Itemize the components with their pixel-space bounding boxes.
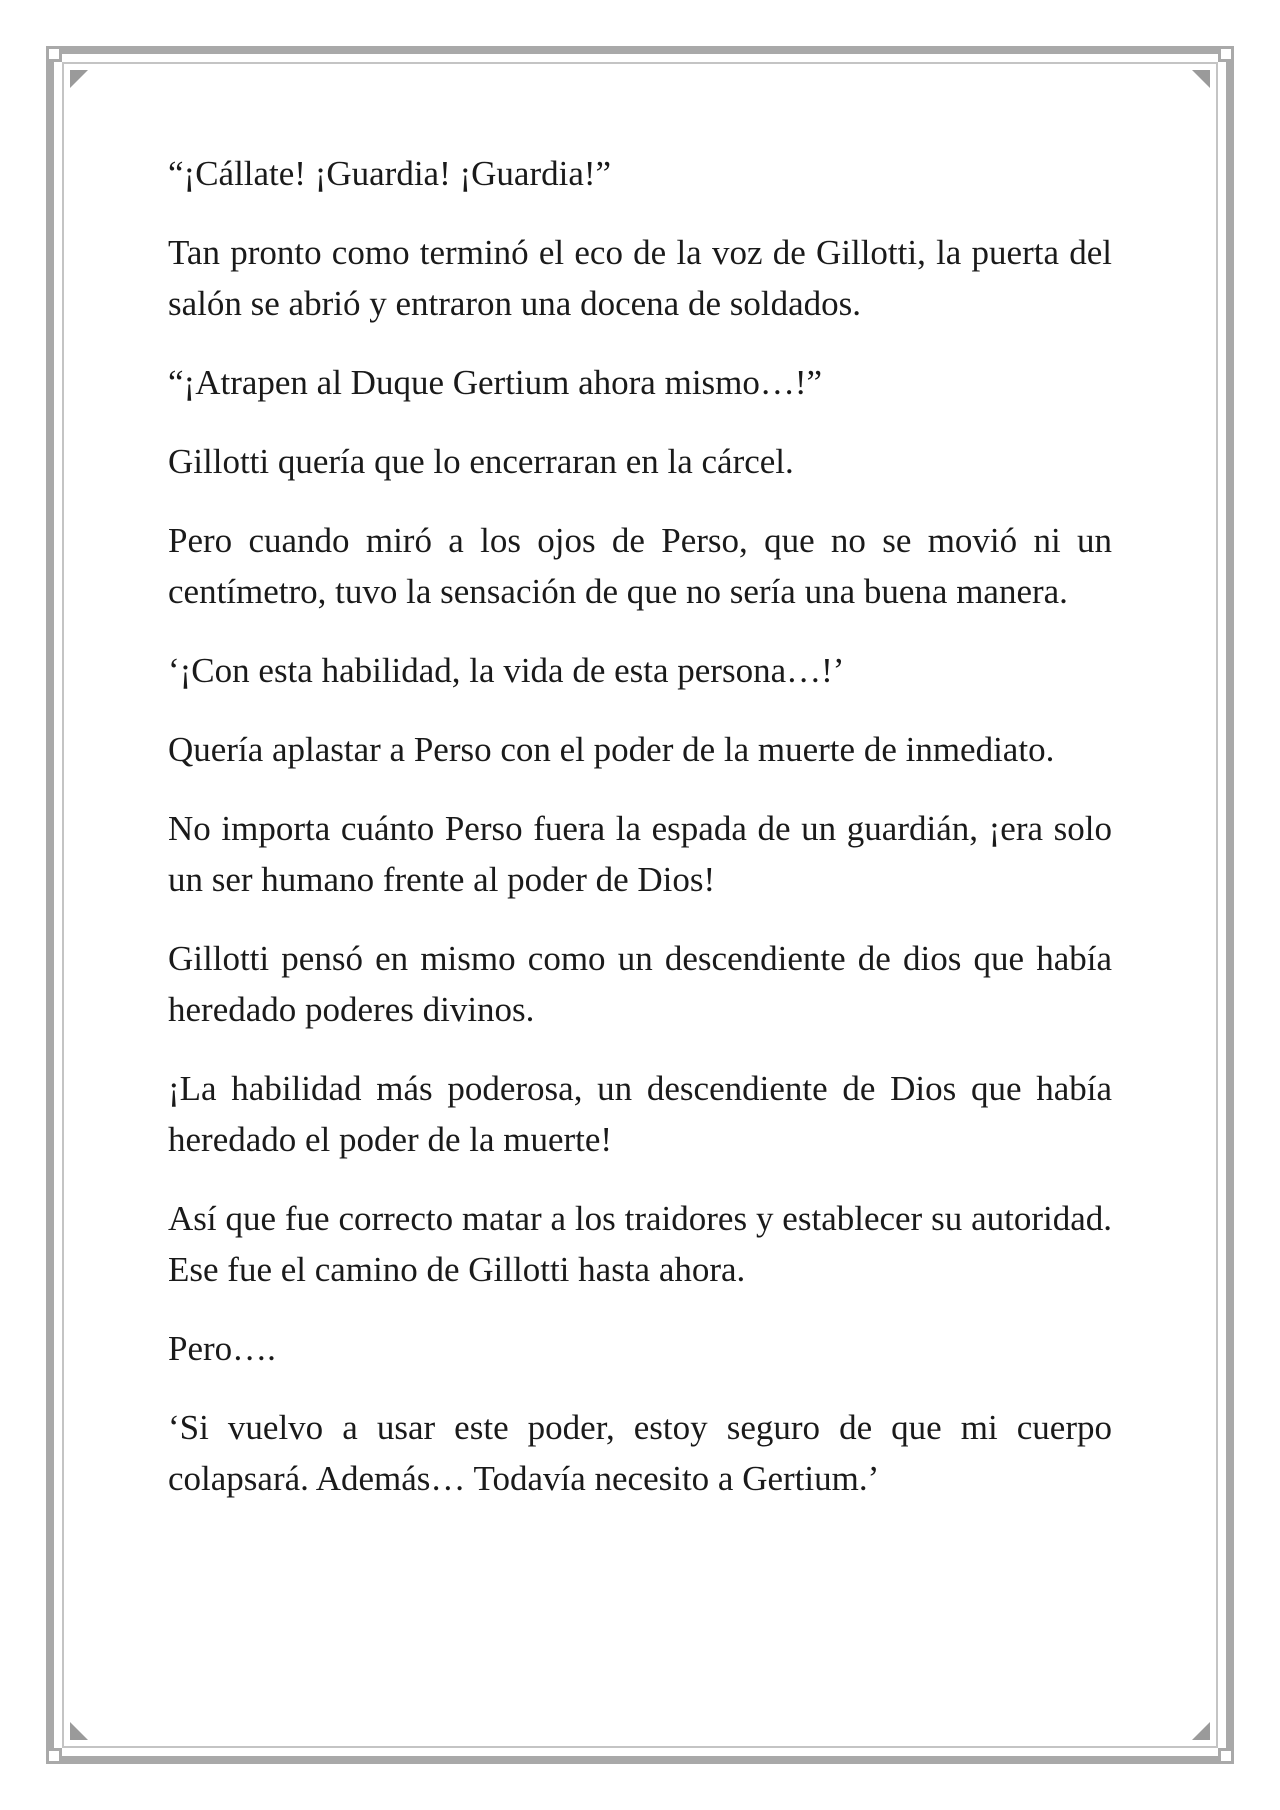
corner-ornament-bottom-right: [1218, 1748, 1234, 1764]
paragraph: Tan pronto como terminó el eco de la voz de Gillotti, la puerta del salón se abrió y entraron una docena de soldados.: [168, 233, 1112, 323]
paragraph: ‘¡Con esta habilidad, la vida de esta persona…!’: [168, 651, 845, 690]
paragraph: “¡Atrapen al Duque Gertium ahora mismo…!”: [168, 363, 823, 402]
paragraph: Quería aplastar a Perso con el poder de la muerte de inmediato.: [168, 730, 1055, 769]
paragraph: Gillotti pensó en mismo como un descendiente de dios que había heredado poderes divinos.: [168, 939, 1112, 1029]
corner-triangle-top-left: [70, 70, 88, 88]
paragraph: ¡La habilidad más poderosa, un descendiente de Dios que había heredado el poder de la muerte!: [168, 1069, 1112, 1159]
corner-ornament-top-right: [1218, 46, 1234, 62]
paragraph: ‘Si vuelvo a usar este poder, estoy seguro de que mi cuerpo colapsará. Además… Todavía necesito a Gertium.’: [168, 1408, 1112, 1498]
corner-triangle-top-right: [1192, 70, 1210, 88]
corner-triangle-bottom-left: [70, 1722, 88, 1740]
paragraph: Pero cuando miró a los ojos de Perso, que no se movió ni un centímetro, tuvo la sensación de que no sería una buena manera.: [168, 521, 1112, 611]
corner-ornament-bottom-left: [46, 1748, 62, 1764]
paragraph: No importa cuánto Perso fuera la espada de un guardián, ¡era solo un ser humano frente al poder de Dios!: [168, 809, 1112, 899]
page-text: [168, 148, 1112, 1532]
paragraph: Pero….: [168, 1329, 276, 1368]
corner-ornament-top-left: [46, 46, 62, 62]
paragraph: Así que fue correcto matar a los traidores y establecer su autoridad. Ese fue el camino de Gillotti hasta ahora.: [168, 1199, 1112, 1289]
paragraph: Gillotti quería que lo encerraran en la cárcel.: [168, 442, 794, 481]
paragraph: “¡Cállate! ¡Guardia! ¡Guardia!”: [168, 154, 612, 193]
corner-triangle-bottom-right: [1192, 1722, 1210, 1740]
